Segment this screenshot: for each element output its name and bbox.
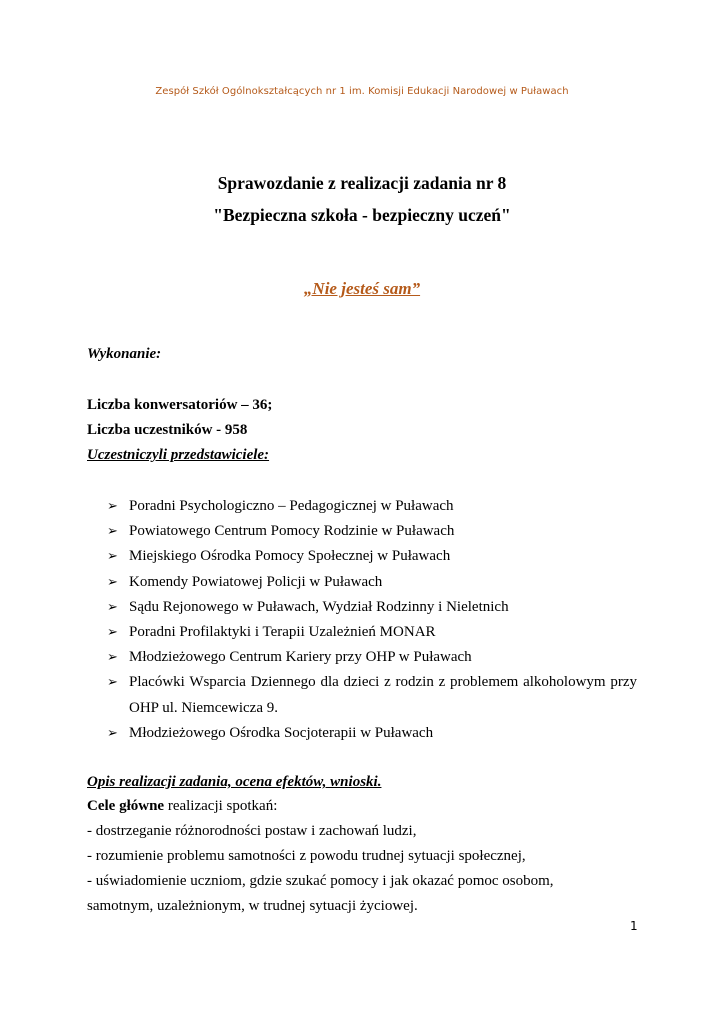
list-item: ➢ Powiatowego Centrum Pomocy Rodzinie w Puławach: [107, 519, 637, 544]
goal-line: - dostrzeganie różnorodności postaw i zachowań ludzi,: [87, 823, 417, 839]
list-item: ➢ Sądu Rejonowego w Puławach, Wydział Rodzinny i Nieletnich: [107, 595, 637, 620]
execution-heading: Wykonanie:: [87, 346, 162, 362]
arrow-bullet-icon: ➢: [107, 650, 118, 666]
list-item: ➢ Młodzieżowego Centrum Kariery przy OHP w Puławach: [107, 645, 637, 670]
page-header: Zespół Szkół Ogólnokształcących nr 1 im. Komisji Edukacji Narodowej w Puławach: [155, 86, 569, 97]
arrow-bullet-icon: ➢: [107, 725, 118, 741]
arrow-bullet-icon: ➢: [107, 499, 118, 514]
participants-count: Liczba uczestników - 958: [87, 422, 248, 438]
arrow-bullet-icon: ➢: [107, 549, 118, 565]
goal-line: samotnym, uzależnionym, w trudnej sytuacji życiowej.: [87, 898, 418, 914]
conversatories-count: Liczba konwersatoriów – 36;: [87, 397, 273, 413]
document-title: Sprawozdanie z realizacji zadania nr 8: [217, 173, 507, 193]
arrow-bullet-icon: ➢: [107, 524, 118, 540]
goal-line: - uświadomienie uczniom, gdzie szukać pomocy i jak okazać pomoc osobom,: [87, 873, 554, 889]
goal-line: - rozumienie problemu samotności z powodu trudnej sytuacji społecznej,: [87, 848, 526, 864]
representatives-heading: Uczestniczyli przedstawiciele:: [87, 447, 270, 463]
arrow-bullet-icon: ➢: [107, 675, 118, 691]
list-item: ➢ Poradni Profilaktyki i Terapii Uzależnień MONAR: [107, 620, 637, 645]
list-item: ➢ Młodzieżowego Ośrodka Socjoterapii w Puławach: [107, 721, 637, 746]
arrow-bullet-icon: ➢: [107, 599, 118, 615]
arrow-bullet-icon: ➢: [107, 574, 118, 590]
page-number: 1: [630, 919, 638, 933]
goals-intro-rest: realizacji spotkań:: [164, 798, 278, 814]
representatives-list: [107, 494, 637, 746]
goals-intro: [87, 798, 277, 815]
list-item: ➢ Komendy Powiatowej Policji w Puławach: [107, 570, 637, 595]
goals-bold-label: Cele główne: [87, 798, 165, 814]
description-heading: Opis realizacji zadania, ocena efektów, wnioski.: [87, 774, 382, 790]
list-item: ➢ Miejskiego Ośrodka Pomocy Społecznej w Puławach: [107, 544, 637, 569]
arrow-bullet-icon: ➢: [107, 625, 118, 641]
list-item: ➢ Placówki Wsparcia Dziennego dla dzieci z rodzin z problemem alkoholowym przy OHP ul. Niemcewicza 9.: [107, 670, 637, 720]
document-subtitle: "Bezpieczna szkoła - bezpieczny uczeń": [213, 205, 511, 225]
motto: „Nie jesteś sam”: [303, 279, 421, 298]
list-item: ➢ Poradni Psychologiczno – Pedagogicznej w Puławach: [107, 494, 637, 519]
